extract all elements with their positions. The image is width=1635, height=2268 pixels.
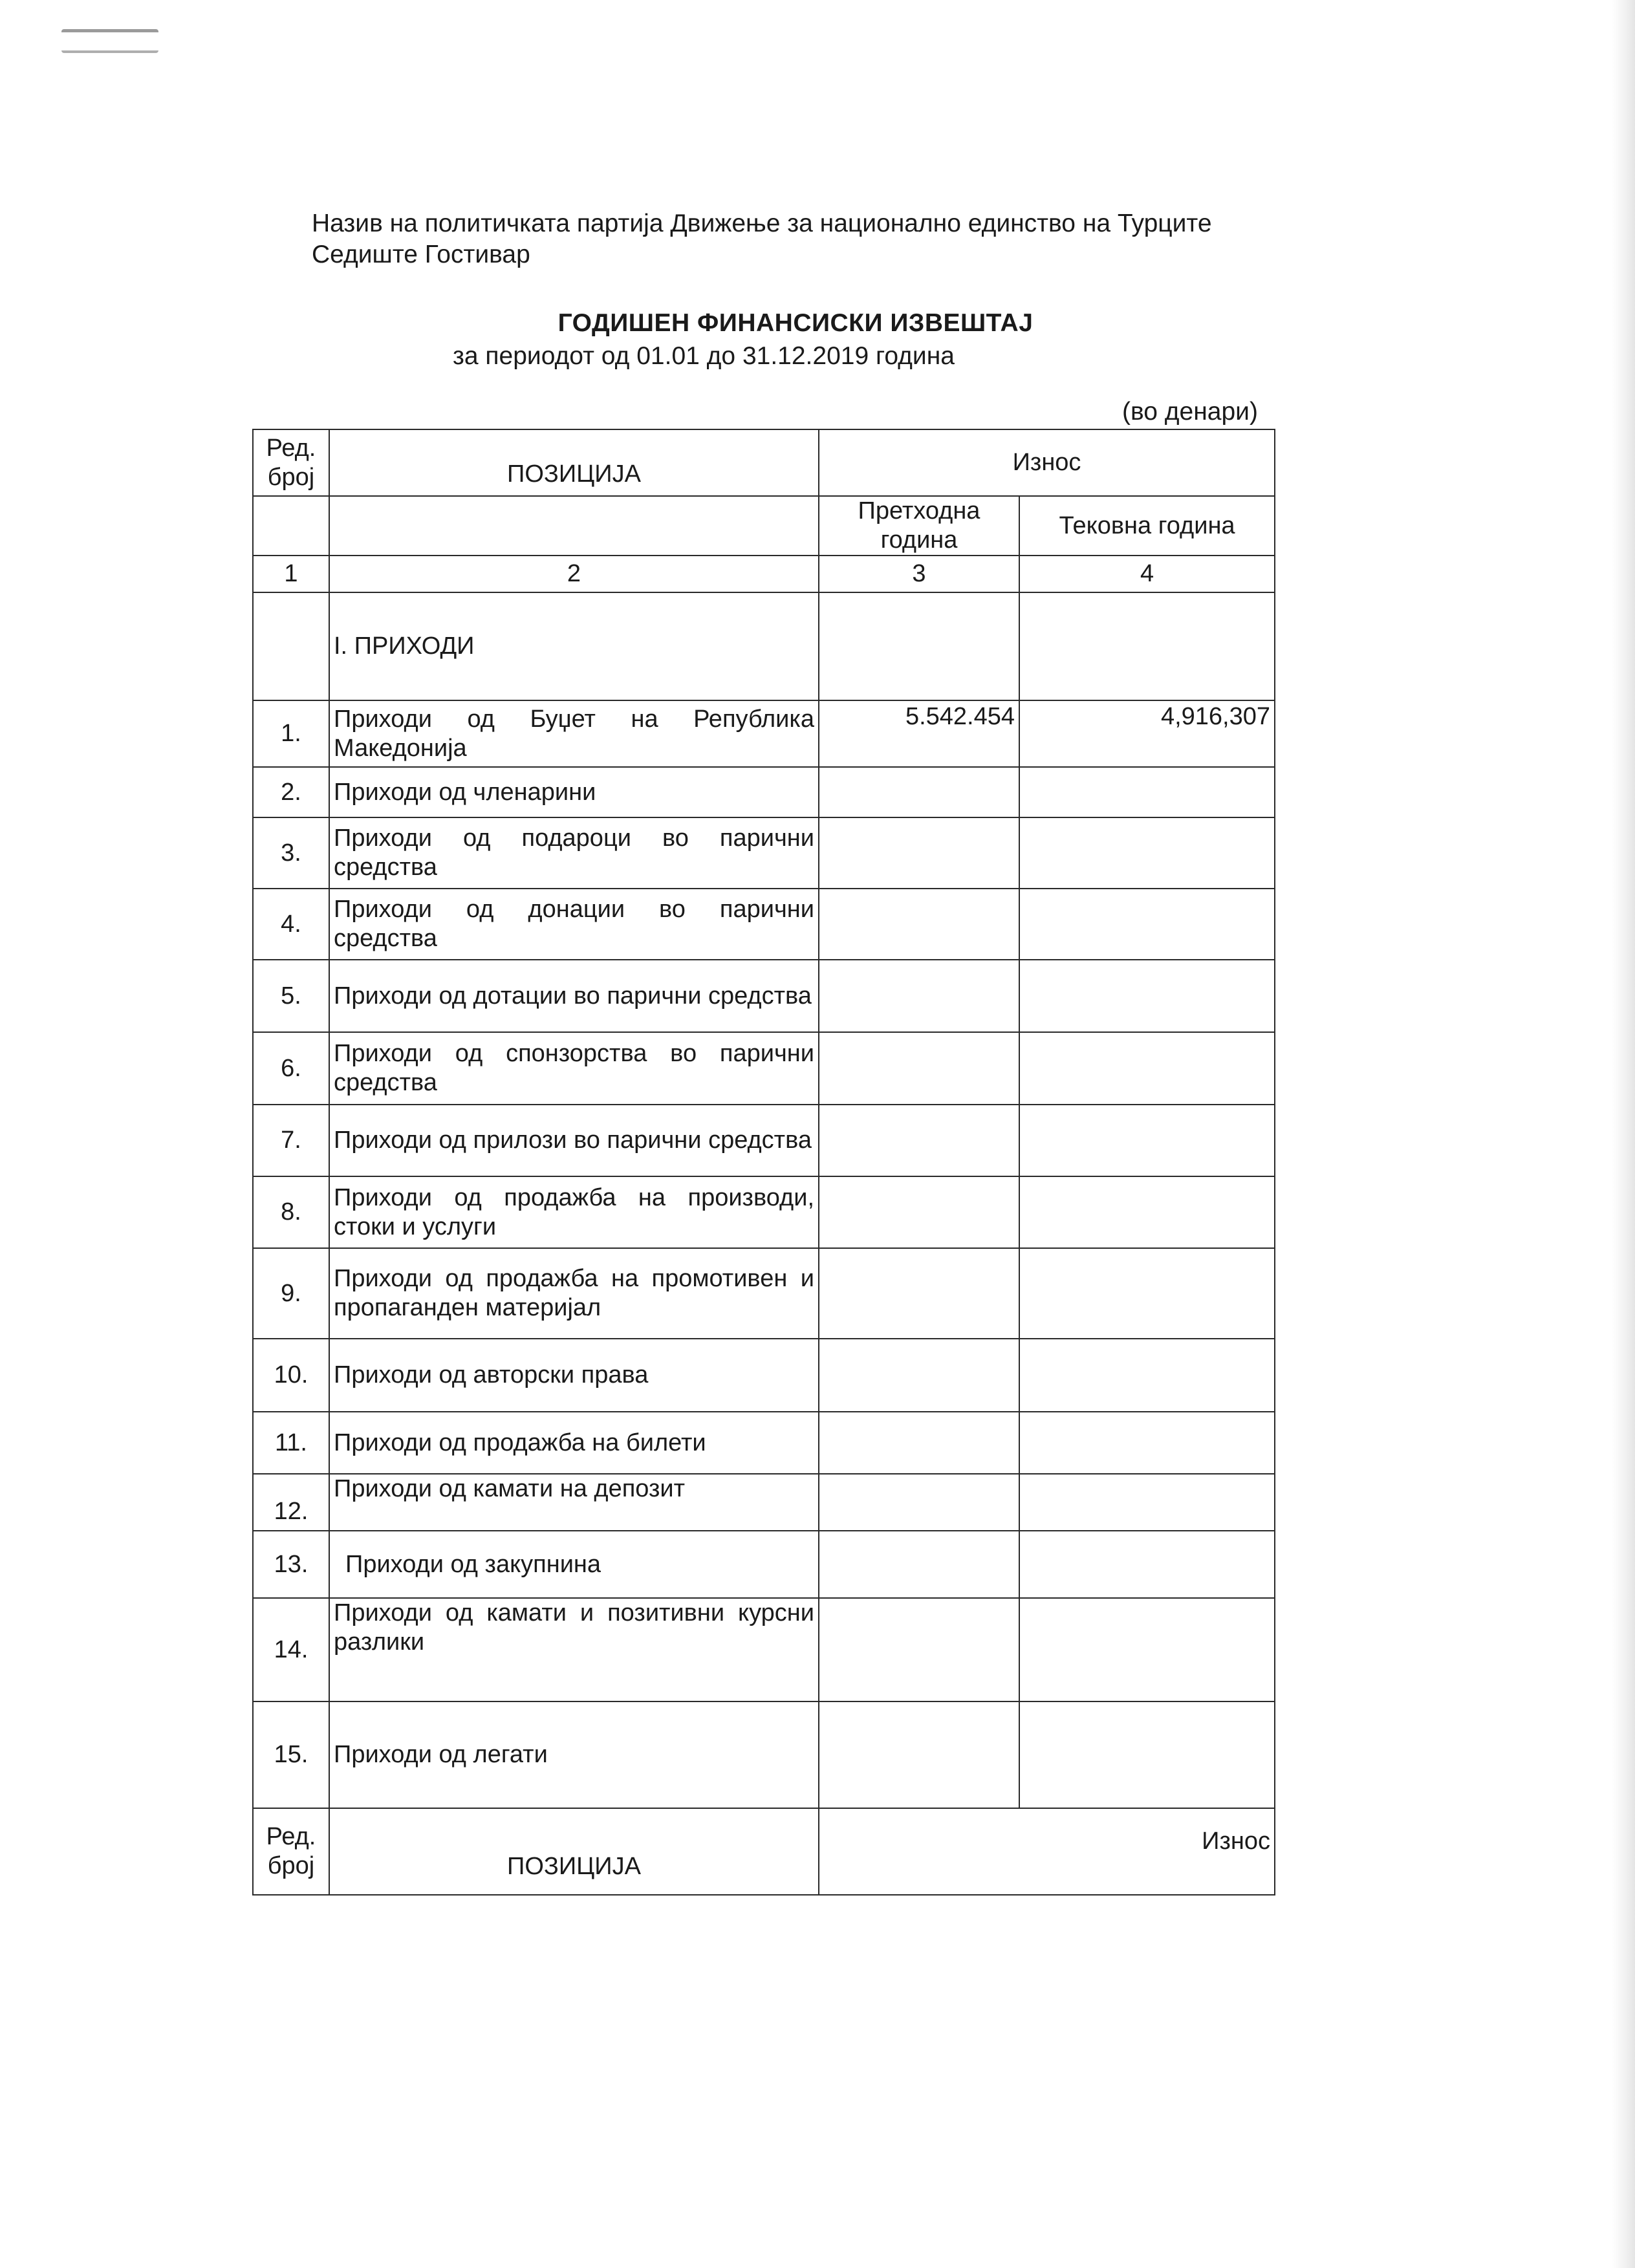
row-current-value (1019, 1598, 1275, 1701)
row-label: Приходи од продажба на производи, стоки и услуги (329, 1176, 819, 1248)
row-label: Приходи од продажба на промотивен и пропаганден материјал (329, 1248, 819, 1339)
footer-position: ПОЗИЦИЈА (329, 1808, 819, 1895)
row-previous-value (819, 767, 1019, 817)
row-previous-value (819, 960, 1019, 1032)
column-index-2: 2 (329, 556, 819, 592)
report-title: ГОДИШЕН ФИНАНСИСКИ ИЗВЕШТАЈ (558, 309, 1034, 337)
row-previous-value (819, 1474, 1019, 1531)
row-number: 6. (253, 1032, 329, 1105)
row-label: Приходи од спонзорства во парични средства (329, 1032, 819, 1105)
row-previous-value (819, 1032, 1019, 1105)
row-number: 11. (253, 1412, 329, 1474)
table-row (253, 1701, 1275, 1808)
footer-row-number: Ред. број (253, 1808, 329, 1895)
row-label: Приходи од донации во парични средства (329, 889, 819, 960)
subheader-row (253, 496, 1275, 556)
row-label: Приходи од дотации во парични средства (329, 960, 819, 1032)
table-row (253, 1032, 1275, 1105)
row-label: Приходи од Буџет на Република Македонија (329, 700, 819, 767)
row-previous-value (819, 1339, 1019, 1412)
currency-note: (во денари) (1122, 398, 1258, 426)
row-label: Приходи од продажба на билети (329, 1412, 819, 1474)
footer-header-row (253, 1808, 1275, 1895)
row-number: 4. (253, 889, 329, 960)
table-row (253, 1339, 1275, 1412)
row-number: 13. (253, 1531, 329, 1598)
financial-report-table (252, 429, 1275, 1895)
header-amount: Износ (819, 429, 1275, 496)
row-label: Приходи од подароци во парични средства (329, 817, 819, 889)
row-number: 5. (253, 960, 329, 1032)
section-empty-curr (1019, 592, 1275, 700)
row-current-value (1019, 1531, 1275, 1598)
section-empty-no (253, 592, 329, 700)
row-current-value (1019, 817, 1275, 889)
table-row (253, 700, 1275, 767)
table-row (253, 1412, 1275, 1474)
row-number: 7. (253, 1105, 329, 1176)
row-current-value (1019, 889, 1275, 960)
header-row-number: Ред. број (253, 429, 329, 496)
scan-edge-shadow (1612, 0, 1635, 2268)
row-number: 1. (253, 700, 329, 767)
table-row (253, 1598, 1275, 1701)
row-current-value (1019, 1701, 1275, 1808)
row-previous-value (819, 1531, 1019, 1598)
party-name-line: Назив на политичката партија Движење за национално единство на Турците (312, 210, 1212, 237)
row-label: Приходи од авторски права (329, 1339, 819, 1412)
row-previous-value (819, 1598, 1019, 1701)
row-number: 3. (253, 817, 329, 889)
row-previous-value (819, 889, 1019, 960)
footer-amount: Износ (819, 1808, 1275, 1895)
row-current-value (1019, 1176, 1275, 1248)
row-previous-value (819, 1412, 1019, 1474)
header-position: ПОЗИЦИЈА (329, 429, 819, 496)
row-number: 10. (253, 1339, 329, 1412)
row-current-value: 4,916,307 (1019, 700, 1275, 767)
table-row (253, 1531, 1275, 1598)
row-label: Приходи од камати на депозит (329, 1474, 819, 1531)
table-row (253, 889, 1275, 960)
row-label: Приходи од камати и позитивни курсни разлики (329, 1598, 819, 1701)
row-number: 2. (253, 767, 329, 817)
section-row (253, 592, 1275, 700)
row-number: 8. (253, 1176, 329, 1248)
staple-mark (61, 29, 158, 53)
table-row (253, 1474, 1275, 1531)
row-previous-value: 5.542.454 (819, 700, 1019, 767)
header-row (253, 429, 1275, 496)
row-current-value (1019, 1248, 1275, 1339)
row-label: Приходи од закупнина (329, 1531, 819, 1598)
table-row (253, 1176, 1275, 1248)
row-number: 14. (253, 1598, 329, 1701)
row-current-value (1019, 1032, 1275, 1105)
row-current-value (1019, 1105, 1275, 1176)
row-current-value (1019, 1412, 1275, 1474)
row-current-value (1019, 1339, 1275, 1412)
row-number: 12. (253, 1474, 329, 1531)
header-previous-year: Претходна година (819, 496, 1019, 556)
column-index-1: 1 (253, 556, 329, 592)
row-previous-value (819, 1701, 1019, 1808)
table-row (253, 960, 1275, 1032)
section-title: I. ПРИХОДИ (329, 592, 819, 700)
column-index-3: 3 (819, 556, 1019, 592)
row-current-value (1019, 960, 1275, 1032)
report-period: за периодот од 01.01 до 31.12.2019 година (453, 342, 955, 370)
table-row (253, 817, 1275, 889)
row-label: Приходи од членарини (329, 767, 819, 817)
table-row (253, 1248, 1275, 1339)
row-current-value (1019, 1474, 1275, 1531)
column-index-row (253, 556, 1275, 592)
column-index-4: 4 (1019, 556, 1275, 592)
party-seat-line: Седиште Гостивар (312, 241, 530, 268)
row-label: Приходи од прилози во парични средства (329, 1105, 819, 1176)
row-number: 15. (253, 1701, 329, 1808)
row-number: 9. (253, 1248, 329, 1339)
row-previous-value (819, 1176, 1019, 1248)
table-row (253, 1105, 1275, 1176)
row-previous-value (819, 1248, 1019, 1339)
row-previous-value (819, 817, 1019, 889)
row-current-value (1019, 767, 1275, 817)
subheader-empty-2 (329, 496, 819, 556)
header-current-year: Тековна година (1019, 496, 1275, 556)
section-empty-prev (819, 592, 1019, 700)
row-label: Приходи од легати (329, 1701, 819, 1808)
table-row (253, 767, 1275, 817)
subheader-empty-1 (253, 496, 329, 556)
row-previous-value (819, 1105, 1019, 1176)
